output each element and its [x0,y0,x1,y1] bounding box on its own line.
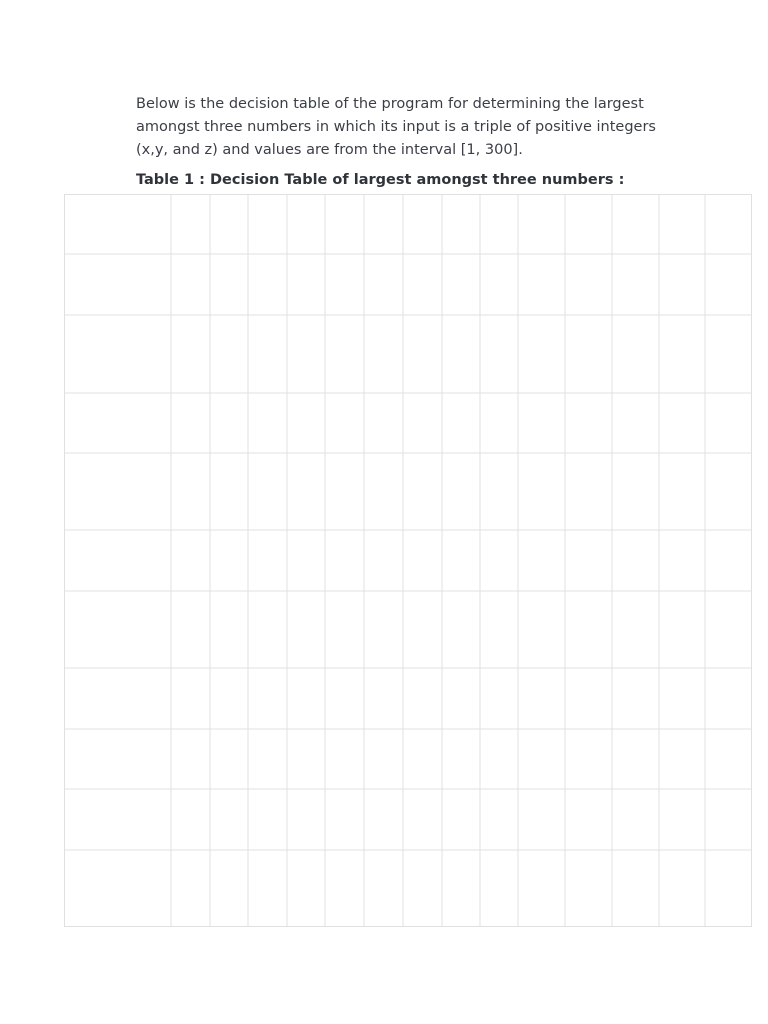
table-cell [248,315,287,393]
table-cell [518,729,565,789]
table-cell [480,393,518,453]
table-cell [287,315,325,393]
table-cell [325,194,364,254]
table-cell [64,850,171,927]
table-cell [442,453,480,530]
table-cell [248,729,287,789]
table-cell [248,591,287,668]
intro-paragraph [136,93,696,162]
table-cell [659,393,705,453]
table-cell [705,194,752,254]
table-cell [442,254,480,315]
table-cell [364,393,403,453]
table-cell [171,729,210,789]
table-cell [518,254,565,315]
table-cell [325,850,364,927]
table-cell [248,850,287,927]
table-cell [171,393,210,453]
table-cell [705,789,752,850]
table-cell [248,393,287,453]
table-cell [287,530,325,591]
table-cell [612,729,659,789]
table-cell [171,194,210,254]
table-cell [518,393,565,453]
decision-table-grid [64,194,752,927]
table-cell [210,530,248,591]
table-cell [210,254,248,315]
table-cell [612,850,659,927]
table-cell [64,530,171,591]
table-cell [659,453,705,530]
table-cell [325,254,364,315]
table-cell [364,729,403,789]
table-cell [518,789,565,850]
table-cell [64,729,171,789]
table-cell [171,254,210,315]
table-cell [364,453,403,530]
table-cell [442,668,480,729]
table-cell [171,668,210,729]
table-cell [612,254,659,315]
table-cell [325,729,364,789]
table-cell [518,530,565,591]
table-cell [325,668,364,729]
table-cell [325,453,364,530]
table-cell [612,453,659,530]
table-cell [705,591,752,668]
table-cell [210,194,248,254]
table-cell [705,850,752,927]
table-cell [403,850,442,927]
table-cell [64,315,171,393]
table-cell [480,453,518,530]
table-cell [480,315,518,393]
table-cell [364,789,403,850]
table-cell [480,729,518,789]
table-cell [480,530,518,591]
table-cell [210,453,248,530]
table-cell [612,530,659,591]
table-cell [518,850,565,927]
table-cell [659,315,705,393]
table-cell [659,729,705,789]
table-cell [64,194,171,254]
table-cell [565,591,612,668]
table-cell [64,393,171,453]
intro-line: (x,y, and z) and values are from the interval [1, 300]. [136,142,523,158]
table-cell [442,850,480,927]
table-cell [64,789,171,850]
table-cell [442,530,480,591]
table-cell [248,194,287,254]
table-cell [287,850,325,927]
table-cell [171,789,210,850]
table-cell [442,393,480,453]
table-cell [659,254,705,315]
table-cell [612,789,659,850]
table-cell [442,194,480,254]
table-cell [287,789,325,850]
table-cell [705,668,752,729]
table-cell [565,194,612,254]
table-cell [565,850,612,927]
table-cell [403,591,442,668]
table-cell [210,393,248,453]
table-cell [659,789,705,850]
table-cell [64,453,171,530]
table-cell [518,591,565,668]
table-cell [171,850,210,927]
table-cell [403,668,442,729]
table-cell [403,194,442,254]
table-cell [442,591,480,668]
table-cell [612,315,659,393]
table-cell [705,453,752,530]
table-cell [403,315,442,393]
table-cell [518,453,565,530]
table-cell [364,530,403,591]
table-cell [325,530,364,591]
intro-line: amongst three numbers in which its input is a triple of positive integers [136,119,656,135]
table-cell [565,789,612,850]
table-cell [612,393,659,453]
table-cell [287,254,325,315]
table-cell [480,591,518,668]
table-cell [565,315,612,393]
table-cell [518,668,565,729]
intro-line: Below is the decision table of the program for determining the largest [136,96,644,112]
table-cell [364,591,403,668]
table-cell [171,453,210,530]
table-cell [518,194,565,254]
table-cell [364,254,403,315]
table-cell [171,591,210,668]
table-cell [171,530,210,591]
table-cell [325,789,364,850]
decision-table [64,194,752,927]
table-cell [480,668,518,729]
table-cell [287,668,325,729]
table-cell [565,453,612,530]
table-cell [565,254,612,315]
table-cell [565,530,612,591]
table-cell [287,729,325,789]
table-cell [325,591,364,668]
table-cell [248,789,287,850]
table-cell [480,850,518,927]
table-cell [248,530,287,591]
table-cell [64,254,171,315]
table-cell [659,850,705,927]
table-cell [480,789,518,850]
table-cell [442,315,480,393]
table-cell [171,315,210,393]
table-cell [705,254,752,315]
table-cell [480,254,518,315]
table-cell [705,315,752,393]
table-cell [364,850,403,927]
table-cell [287,393,325,453]
table-cell [612,668,659,729]
table-cell [325,393,364,453]
table-cell [612,591,659,668]
table-cell [403,453,442,530]
table-cell [705,530,752,591]
table-cell [403,393,442,453]
table-cell [364,315,403,393]
table-cell [325,315,364,393]
table-cell [659,668,705,729]
table-cell [518,315,565,393]
table-cell [705,393,752,453]
table-cell [442,789,480,850]
table-cell [442,729,480,789]
table-cell [210,729,248,789]
table-cell [210,668,248,729]
table-cell [64,668,171,729]
table-cell [403,729,442,789]
table-cell [403,254,442,315]
table-cell [210,789,248,850]
table-cell [364,668,403,729]
table-cell [364,194,403,254]
table-cell [659,530,705,591]
table-cell [705,729,752,789]
table-cell [565,729,612,789]
table-cell [287,194,325,254]
table-cell [565,393,612,453]
table-cell [612,194,659,254]
table-cell [248,668,287,729]
table-cell [659,194,705,254]
table-cell [248,254,287,315]
table-cell [248,453,287,530]
table-cell [287,591,325,668]
table-cell [64,591,171,668]
table-cell [565,668,612,729]
table-cell [210,591,248,668]
table-cell [287,453,325,530]
table-cell [403,530,442,591]
table-cell [210,315,248,393]
table-cell [659,591,705,668]
table-cell [480,194,518,254]
table-cell [403,789,442,850]
table-cell [210,850,248,927]
table-caption: Table 1 : Decision Table of largest amongst three numbers : [136,172,625,188]
